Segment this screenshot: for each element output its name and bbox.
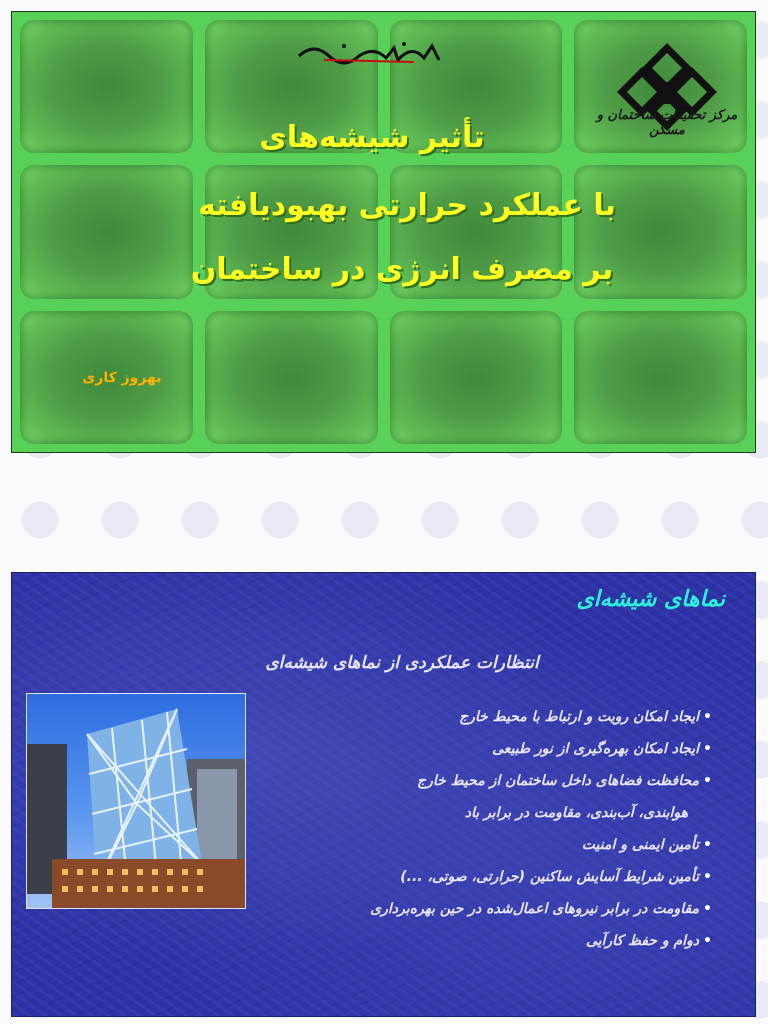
logo-caption: مرکز تحقیقات ساختمان و مسکن (596, 108, 738, 138)
tile (390, 311, 563, 444)
expectations-list (212, 707, 712, 963)
slide-subtitle: انتظارات عملکردی از نماهای شیشه‌ای (265, 653, 539, 673)
slide-title (11, 11, 756, 453)
list-item: •تأمین شرایط آسایش ساکنین (حرارتی، صوتی، ...) (400, 869, 712, 885)
tile (20, 165, 193, 298)
slide-glass-facades (11, 572, 756, 1017)
list-item: •ایجاد امکان رویت و ارتباط با محیط خارج (459, 709, 712, 725)
title-line-3: بر مصرف انرژی در ساختمان (190, 252, 614, 287)
title-line-1: تأثیر شیشه‌های (259, 120, 485, 155)
title-line-2: با عملکرد حرارتی بهبودیافته (198, 188, 616, 223)
list-item: هوابندی، آب‌بندی، مقاومت در برابر باد (464, 805, 688, 821)
list-item: •دوام و حفظ کارآیی (585, 933, 712, 949)
list-item: •تأمین ایمنی و امنیت (581, 837, 712, 853)
author-name: بهروز کاری (82, 370, 162, 386)
tile (574, 311, 747, 444)
list-item: •مقاومت در برابر نیروهای اعمال‌شده در حین بهره‌برداری (370, 901, 712, 917)
calligraphy-basmala-icon (294, 38, 444, 68)
list-item: •ایجاد امکان بهره‌گیری از نور طبیعی (492, 741, 712, 757)
tile (205, 311, 378, 444)
tile (20, 20, 193, 153)
slide-heading: نماهای شیشه‌ای (576, 587, 725, 612)
list-item: •محافظت فضاهای داخل ساختمان از محیط خارج (417, 773, 712, 789)
